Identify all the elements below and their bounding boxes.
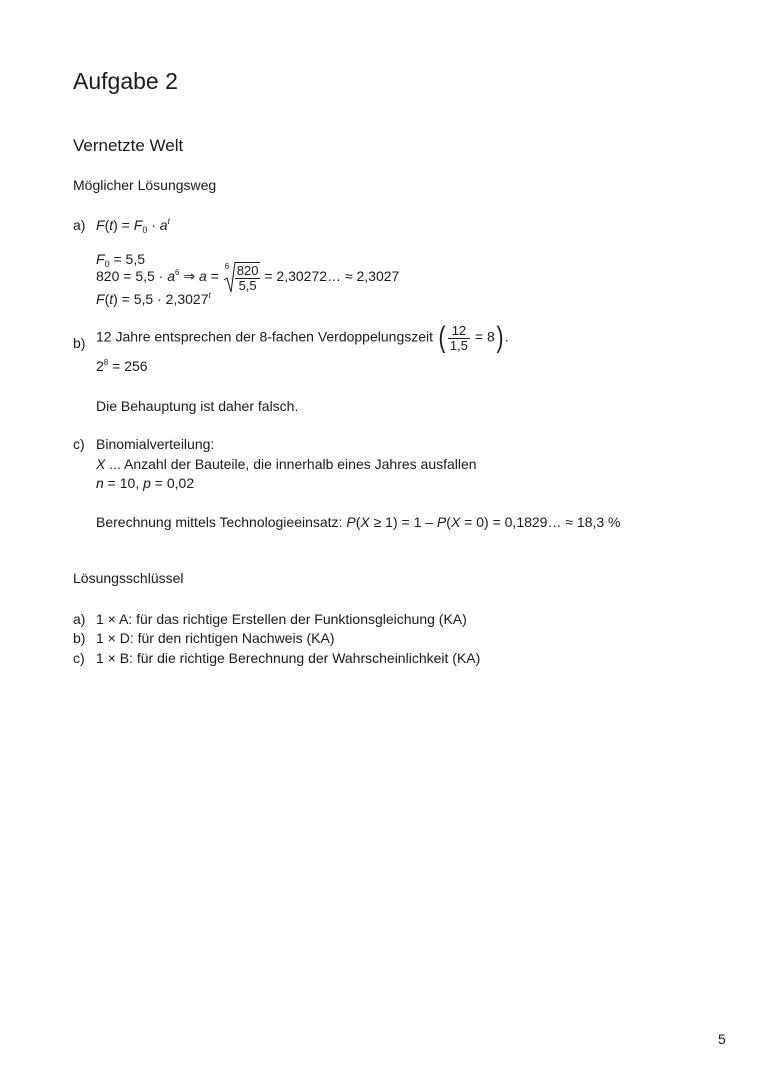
page-number: 5 (718, 1031, 726, 1047)
key-item-b-label: b) (73, 630, 86, 646)
sixth-root: 6 $\frac{820}{5,5}$ (224, 262, 259, 293)
part-c-parameters: n = 10, p = 0,02 (96, 475, 195, 491)
part-b-power: $2^8 = 256$ (96, 358, 148, 374)
key-item-a-text: 1 × A: für das richtige Erstellen der Funktionsgleichung (KA) (96, 611, 467, 627)
part-c-label: c) (73, 436, 85, 452)
part-b-conclusion: Die Behauptung ist daher falsch. (96, 398, 299, 414)
page-title: Aufgabe 2 (73, 68, 178, 94)
part-a-line-3: $F(t) = 5,5 \cdot 2,3027^t$ (96, 291, 211, 307)
part-c-variable: X ... Anzahl der Bauteile, die innerhalb eines Jahres ausfallen (96, 456, 477, 472)
key-item-a-label: a) (73, 611, 86, 627)
solution-heading: Möglicher Lösungsweg (73, 177, 217, 193)
section-title: Vernetzte Welt (73, 136, 184, 155)
part-a-line-1: $F_0 = 5,5$ (96, 251, 145, 269)
key-item-c-text: 1 × B: für die richtige Berechnung der Wahrscheinlichkeit (KA) (96, 650, 481, 666)
part-a-formula: $F(t) = F_0 \cdot a^t$ (96, 217, 170, 235)
part-b-statement: 12 Jahre entsprechen der 8-fachen Verdoppelungszeit ( $\frac{12}{1,5}$ = 8) . (96, 321, 509, 354)
key-item-c-label: c) (73, 650, 85, 666)
part-c-calculation: Berechnung mittels Technologieeinsatz: P(X ≥ 1) = 1 – P(X = 0) = 0,1829… ≈ 18,3 % (96, 514, 621, 530)
part-b-label: b) (73, 335, 86, 351)
part-a-label: a) (73, 217, 86, 233)
part-a-line-2: $820 = 5,5 \cdot a^6$ ⇒ a = 6 $\frac{820}{5,5}$ = 2,30272… ≈ 2,3027 (96, 262, 400, 293)
key-item-b-text: 1 × D: für den richtigen Nachweis (KA) (96, 630, 335, 646)
key-heading: Lösungsschlüssel (73, 570, 184, 586)
part-c-distribution: Binomialverteilung: (96, 436, 215, 452)
